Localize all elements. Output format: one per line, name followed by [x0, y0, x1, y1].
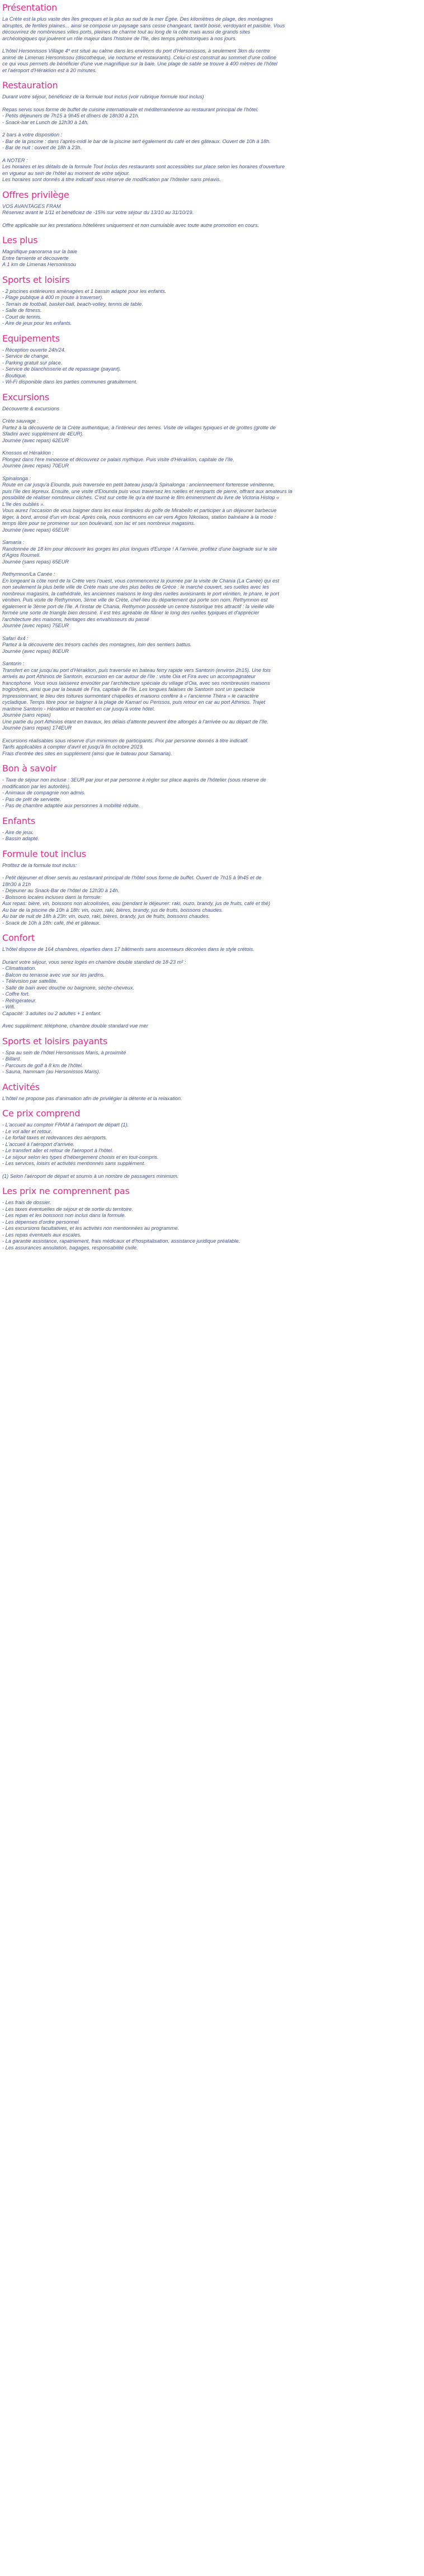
text-line: - Les frais de dossier. [2, 1200, 51, 1205]
text-line: formée une sorte de triangle bien dessiné. Il est très agréable de flâner le long des ruelles typiques et d'apprécier [2, 610, 260, 615]
paragraph [2, 738, 420, 757]
text-line: - Wifi. [2, 1004, 16, 1010]
text-line: - Les excursions facultatives, et les activités non mentionnées au programme. [2, 1225, 180, 1231]
paragraph [2, 94, 420, 101]
text-line: - Animaux de compagnie non admis. [2, 790, 86, 795]
text-line: Au bar de nuit de 18h à 23h: vin, ouzo, raki, bières, brandy, jus de fruits, boissons chaudes. [2, 913, 210, 919]
text-line: - Salle de bain avec douche ou baignoire, sèche-cheveux. [2, 984, 134, 991]
text-line: - Pas de chambre adaptée aux personnes à mobilité réduite. [2, 803, 140, 808]
text-line: Les horaires et les détails de la formule Tout Inclus des restaurants sont accessibles sur place selon les horaires d'ouverture [2, 164, 285, 169]
text-line: Route en car jusqu'à Elounda, puis traversée en petit bateau jusqu'à Spinalonga : ancienneement forteresse vénitienne, [2, 482, 275, 487]
paragraph [2, 347, 420, 386]
paragraph [2, 107, 420, 126]
section-heading: Excursions [2, 391, 49, 402]
paragraph [2, 1050, 420, 1076]
section-confort [2, 932, 420, 1030]
text-line: - Snack-bar et Lunch de 12h30 à 14h. [2, 119, 89, 125]
paragraph [2, 830, 420, 842]
text-line: non seulement la plus belle ville de Crète mais une des plus belles de Grèce : le marché couvert, ses ruelles avec les [2, 584, 269, 590]
text-line: Durant votre séjour, vous serez logés en chambre double standard de 18-23 m² : [2, 959, 186, 965]
text-line: - 2 piscines extérieures aménagées et 1 bassin adapté pour les enfants. [2, 288, 167, 294]
text-line: Offre applicable sur les prestations hôtelières uniquement et non cumulable avec toute autre promotion en cours. [2, 222, 260, 228]
section-sports-et-loisirs-payants [2, 1036, 420, 1076]
text-line: troglodytes, ainsi que par la beauté de Fira, capitale de l'île. Les longues falaises de Santorin sont un spectacle [2, 686, 255, 692]
text-line: - La garantie assistance, rapatriement, frais médicaux et d'hospitalisation, assistance juridique préalable. [2, 1238, 241, 1244]
section-formule-tout-inclus [2, 849, 420, 927]
text-line: - Balcon ou terrasse avec vue sur les jardins. [2, 972, 105, 978]
section-activites [2, 1082, 420, 1102]
text-line: Samaria : [2, 539, 25, 545]
section-heading: Présentation [2, 2, 58, 13]
paragraph [2, 16, 420, 42]
text-line: L'hôtel Hersonissos Village 4* est situé au calme dans les environs du port d'Hersonissos, à seulement 3km du centre [2, 48, 270, 54]
text-line: Excursions réalisables sous réserve d'un minimum de participants. Prix par personne donnés à titre indicatif. [2, 737, 249, 744]
paragraph [2, 1023, 420, 1030]
text-line: - L'accueil au comptoir FRAM à l'aéroport de départ (1). [2, 1122, 129, 1128]
paragraph [2, 222, 420, 229]
text-line: - Aire de jeux. [2, 829, 34, 835]
section-heading: Enfants [2, 815, 36, 826]
text-line: en vigueur au sein de l'hôtel au moment de votre séjour. [2, 170, 130, 176]
section-restauration [2, 80, 420, 183]
paragraph [2, 249, 420, 268]
text-line: Une partie du port Athinios étant en travaux, les délais d'attente peuvent être allongés à l'arrivée ou au départ de l'île. [2, 718, 268, 724]
text-line: Spinalonga : [2, 475, 31, 481]
text-line: Knossos et Héraklion : [2, 450, 54, 456]
text-line: Partez à la découverte des trésors cachés des montagnes, loin des sentiers battus. [2, 642, 192, 647]
text-line: - Snack de 10h à 18h: café, thé et gâteaux. [2, 920, 101, 926]
text-line: Journée (avec repas) 75EUR [2, 623, 69, 628]
paragraph [2, 158, 420, 183]
text-line: (1) Selon l'aéroport de départ et soumis à un nombre de passagers minimum. [2, 1173, 179, 1179]
text-line: Repas servis sous forme de buffet de cuisine internationale et méditerranéenne au restaurant principal de l'hôtel. [2, 106, 259, 112]
text-line: Journée (sans repas) 65EUR [2, 558, 69, 565]
text-line: - Plage publique à 400 m (route à traverser). [2, 295, 103, 300]
text-line: puis l'île des lépreux. Ensuite, une visite d'Elounda puis vous traversez les ruelles et remparts de pierre, offrant aux amateurs la [2, 488, 293, 494]
text-line: Vous aurez l'occasion de vous baigner dans les eaux limpides du golfe de Mirabello et participer à un déjeuner barbecue [2, 508, 277, 513]
text-line: Journée (avec repas) 80EUR [2, 648, 69, 654]
text-line: - Wi-Fi disponible dans les parties communes gratuitement. [2, 379, 138, 385]
text-line: L'hôtel dispose de 164 chambres, réparties dans 17 bâtiments sans ascenseurs décorées dans le style crétois. [2, 946, 255, 952]
text-line: - Terrain de football, basket-ball, beach-volley, tennis de table. [2, 301, 143, 307]
section-heading: Les prix ne comprennent pas [2, 1186, 130, 1196]
paragraph [2, 450, 420, 470]
text-line: En longeant la côte nord de la Crète vers l'ouest, vous commencerez la journée par la visite de Chania (La Canée) qui est [2, 577, 280, 584]
text-line: Frais d'entrée des sites en supplément (ainsi que le bateau pour Samaria). [2, 750, 172, 756]
text-line: Plongez dans l'ère minoenne et découvrez ce palais mythique. Puis visite d'Héraklion, capitale de l'île. [2, 456, 234, 462]
text-line: Au bar de la piscine de 10h à 18h: vin, ouzo, raki, bières, brandy, jus de fruits, boissons chaudes. [2, 907, 223, 913]
text-line: - Réfrigérateur. [2, 997, 37, 1003]
text-line: Tarifs applicables à compter d'avril et jusqu'à fin octobre 2019. [2, 744, 144, 750]
text-line: - Service de change. [2, 353, 50, 359]
text-line: - Le transfert aller et retour de l'aéroport à l'hôtel. [2, 1148, 114, 1153]
text-line: - Les repas et les boissons non inclus dans la formule. [2, 1213, 126, 1218]
text-line: - Petit déjeuner et dîner servis au restaurant principal de l'hôtel sous forme de buffet. Ouvert de 7h15 à 9h45 et de [2, 875, 262, 880]
text-line: - Les assurances annulation, bagages, responsabilité civile. [2, 1244, 138, 1251]
paragraph [2, 476, 420, 534]
text-line: l'architecture des maisons, héritages des envahisseurs du passé [2, 616, 149, 622]
text-line: archéologiques qui jouèrent un rôle majeur dans l'histoire de l'île, des temps préhistoriques à nos jours. [2, 35, 237, 41]
text-line: Magnifique panorama sur la baie [2, 249, 77, 254]
text-line: Journée (avec repas) 65EUR [2, 527, 69, 533]
text-line: arrivés au port Athinios de Santorin, excursion en car autour de l'île : visite Oia et Fira avec un accompagnateur [2, 674, 256, 679]
text-line: - Bassin adapté. [2, 836, 40, 841]
text-line: - Les taxes éventuelles de séjour et de sortie du territoire. [2, 1206, 133, 1212]
section-heading: Confort [2, 932, 35, 943]
text-line: Profitez de la formule tout inclus: [2, 862, 77, 868]
section-presentation [2, 2, 420, 74]
paragraph [2, 418, 420, 444]
text-line: - Le séjour selon les types d'hébergement choisis et en tout-compris. [2, 1154, 159, 1160]
text-line: A 1 km de Limenas Hersonissou [2, 262, 76, 267]
section-heading: Activités [2, 1081, 40, 1092]
text-line: Journée (avec repas) 70EUR [2, 463, 69, 468]
text-line: - Réception ouverte 24h/24. [2, 347, 66, 353]
text-line: - Salle de fitness. [2, 307, 42, 313]
paragraph [2, 406, 420, 413]
text-line: - Aire de jeux pour les enfants. [2, 320, 72, 326]
text-line: Partez à la découverte de la Crète authentique, à l'intérieur des terres. Visite de villages typiques et de grottes (grotte de [2, 424, 276, 430]
text-line: Transfert en car jusqu'au port d'Héraklion, puis traversée en bateau ferry rapide vers Santorin (environ 2h15). Une fois [2, 667, 271, 673]
section-enfants [2, 816, 420, 842]
text-line: - Bar de la piscine : dans l'après-midi le bar de la piscine sert également du café et des gâteaux. Ouvert de 10h à 18h. [2, 138, 271, 144]
text-line: Aux repas: bière, vin, boissons non alcoolisées, eau (pendant le déjeuner: raki, ouzo, brandy, jus de fruits, café et thé) [2, 901, 270, 906]
section-heading: Offres privilège [2, 189, 69, 200]
text-line: Journée (sans repas) [2, 712, 51, 718]
paragraph [2, 875, 420, 926]
section-heading: Equipements [2, 333, 60, 344]
text-line: A NOTER : [2, 157, 28, 163]
section-les-plus [2, 235, 420, 268]
text-line: - Taxe de séjour non incluse : 3EUR par jour et par personne à régler sur place auprès de l'hôtelier (sous réserve de [2, 777, 266, 783]
paragraph [2, 777, 420, 809]
text-line: Durant votre séjour, bénéficiez de la formule tout inclus (voir rubrique formule tout inclus) [2, 94, 204, 100]
text-line: - Boissons locales incluses dans la formule: [2, 894, 102, 900]
text-line: Journée (sans repas) 174EUR [2, 725, 72, 731]
text-line: temps libre pour se promener sur son boulevard, son lac et ses nombreux magasins. [2, 520, 195, 526]
text-line: VOS AVANTAGES FRAM [2, 203, 61, 209]
paragraph [2, 1096, 420, 1102]
text-line: - Parcours de golf à 8 km de l'hôtel. [2, 1062, 83, 1068]
section-heading: Restauration [2, 80, 58, 91]
paragraph [2, 636, 420, 655]
paragraph [2, 1200, 420, 1251]
text-line: Santorin : [2, 661, 25, 666]
text-line: Entre farniente et découverte [2, 255, 69, 261]
text-line: - Les services, loisirs et activités mentionnés sans supplément. [2, 1161, 145, 1166]
text-line: - Télévision par satellite. [2, 978, 58, 984]
text-line: animé de Limenas Hersonissou (discothèque, vie nocturne et restaurants). Celui-ci est construit au sommet d'une colline [2, 54, 276, 60]
text-line: et l'aéroport d'Héraklion est à 20 minutes. [2, 67, 97, 73]
text-line: - Coffre fort. [2, 991, 30, 997]
text-line: francophone. Vous vous laisserez envoûter par l'architecture spéciale du village d'Oia, avec ses nombreuses maisons [2, 680, 270, 686]
paragraph [2, 132, 420, 151]
text-line: Journée (avec repas) 62EUR [2, 437, 69, 443]
document-page [0, 0, 424, 1251]
text-line: 2 bars à votre disposition : [2, 132, 63, 138]
text-line: - Court de tennis. [2, 314, 42, 320]
text-line: - Pas de prêt de serviette. [2, 796, 62, 802]
text-line: ce qui vous permets de bénéficier d'une vue magnifique sur la baie. Une plage de sable se trouve à 400 mètres de l'hôtel [2, 61, 277, 67]
section-heading: Les plus [2, 235, 38, 245]
text-line: Rethymnon/La Canée : [2, 571, 55, 577]
text-line: - Le forfait taxes et redevances des aéroports. [2, 1135, 107, 1140]
section-heading: Formule tout inclus [2, 848, 86, 859]
text-line: Réservez avant le 1/11 et bénéficiez de -15% sur votre séjour du 13/10 au 31/10/19. [2, 210, 194, 215]
text-line: léger, à bord, arrosé d'un vin local. Après cela, nous continuons en car vers Agios Nikolaos, station balnéaire à la mode : [2, 514, 276, 520]
text-line: d'Agios Roumeli. [2, 552, 41, 558]
paragraph [2, 48, 420, 74]
text-line: - Billard. [2, 1056, 21, 1062]
text-line: également le 3ème port de l'île. A l'instar de Chania, Rethymon possède un centre historique très attractif : la vieille ville [2, 603, 274, 609]
section-heading: Ce prix comprend [2, 1108, 81, 1119]
text-line: - Boutique. [2, 372, 27, 378]
text-line: 18h30 à 21h [2, 881, 31, 887]
text-line: cycladique. Temps libre pour se baigner à la plage de Kamari ou Perissos, puis retour en car au port Athinios. Trajet [2, 699, 265, 705]
text-line: - Sauna, hammam (au Hersonissos Maris). [2, 1069, 101, 1074]
text-line: possibilité de réaliser nombreux clichés. C'est sur cette île qu'a été tourné le film éminemment du livre de Victoria Hislop « [2, 495, 280, 500]
text-line: L'île des oubliés ». [2, 501, 45, 507]
text-line: Avec supplément: téléphone, chambre double standard vue mer [2, 1023, 148, 1029]
section-bon-a-savoir [2, 763, 420, 809]
paragraph [2, 571, 420, 629]
section-sports-et-loisirs [2, 274, 420, 327]
section-heading: Sports et loisirs payants [2, 1035, 108, 1046]
text-line: - Service de blanchisserie et de repassage (payant). [2, 366, 121, 372]
text-line: - Déjeuner au Snack-Bar de l'hôtel de 12h30 à 14h. [2, 888, 120, 893]
text-line: nombreux magasins, la cathédrale, les anciennes maisons le long des ruelles avoisinants le port vénitien, le phare, le port [2, 590, 279, 596]
text-line: Sfadini avec supplément de 4EUR). [2, 431, 84, 437]
text-line: Randonnée de 18 km pour découvrir les gorges les plus longues d'Europe ! A l'arrivée, profitez d'une baignade sur le site [2, 546, 277, 552]
text-line: - Climatisation. [2, 965, 36, 971]
text-line: découvrirez de nombreuses villes ports, pleines de charme tout au long de la côte mais aussi de grands sites [2, 29, 251, 35]
text-line: vénitien. Puis visite de Rethymnon, 3ème ville de Crète, chef-lieu du département qui porte son nom. Rethymnon est [2, 597, 268, 603]
paragraph [2, 959, 420, 1017]
text-line: abruptes, de fertiles plaines... ainsi se compose un paysage sans cesse changeant, tantôt boisé, verdoyant et paisible. Vous [2, 22, 285, 29]
text-line: maritime Santorin - Héraklion et transfert en car jusqu'à votre hôtel. [2, 705, 155, 712]
text-line: Découverte & excursions [2, 405, 60, 411]
section-heading: Bon à savoir [2, 763, 56, 774]
text-line: - Les dépenses d'ordre personnel [2, 1219, 79, 1225]
section-ce-prix-comprend [2, 1108, 420, 1180]
paragraph [2, 539, 420, 565]
paragraph [2, 1122, 420, 1167]
text-line: Safari 4x4 : [2, 635, 29, 641]
text-line: L'hôtel ne propose pas d'animation afin de privilégier la détente et la relaxation. [2, 1095, 182, 1101]
section-equipements [2, 333, 420, 386]
paragraph [2, 863, 420, 869]
text-line: - Petits déjeuners de 7h15 à 9h45 et dîners de 18h30 à 21h. [2, 113, 140, 119]
section-excursions [2, 392, 420, 757]
text-line: La Crète est la plus vaste des îles grecques et la plus au sud de la mer Égée. Des kilomètres de plage, des montagnes [2, 16, 274, 22]
section-heading: Sports et loisirs [2, 274, 70, 285]
text-line: - Parking gratuit sur place. [2, 359, 63, 366]
paragraph [2, 946, 420, 953]
section-offres-privilege [2, 190, 420, 229]
text-line: - L'accueil à l'aéroport d'arrivée. [2, 1141, 75, 1147]
text-line: - Le vol aller et retour. [2, 1128, 53, 1134]
text-line: Les horaires sont donnés à titre indicatif sous réserve de modification par l'hôtelier sans préavis. [2, 177, 221, 182]
text-line: - Bar de nuit : ouvert de 18h à 23h. [2, 145, 82, 150]
text-line: Crète sauvage : [2, 418, 39, 424]
paragraph [2, 1173, 420, 1180]
paragraph [2, 661, 420, 732]
text-line: - Les repas éventuels aux escales. [2, 1232, 82, 1238]
text-line: modification par les autorités). [2, 783, 71, 789]
text-line: impressionnant, le bleu des toitures surmontant chapelles et maisons confère à « l'ancienne Théra » le caractère [2, 693, 259, 699]
section-les-prix-ne-comprennent-pas [2, 1186, 420, 1251]
paragraph [2, 203, 420, 216]
text-line: Capacité: 3 adultes ou 2 adultes + 1 enfant. [2, 1010, 102, 1016]
text-line: - Spa au sein de l'hôtel Hersonissos Maris, à proximité [2, 1049, 126, 1055]
paragraph [2, 288, 420, 327]
